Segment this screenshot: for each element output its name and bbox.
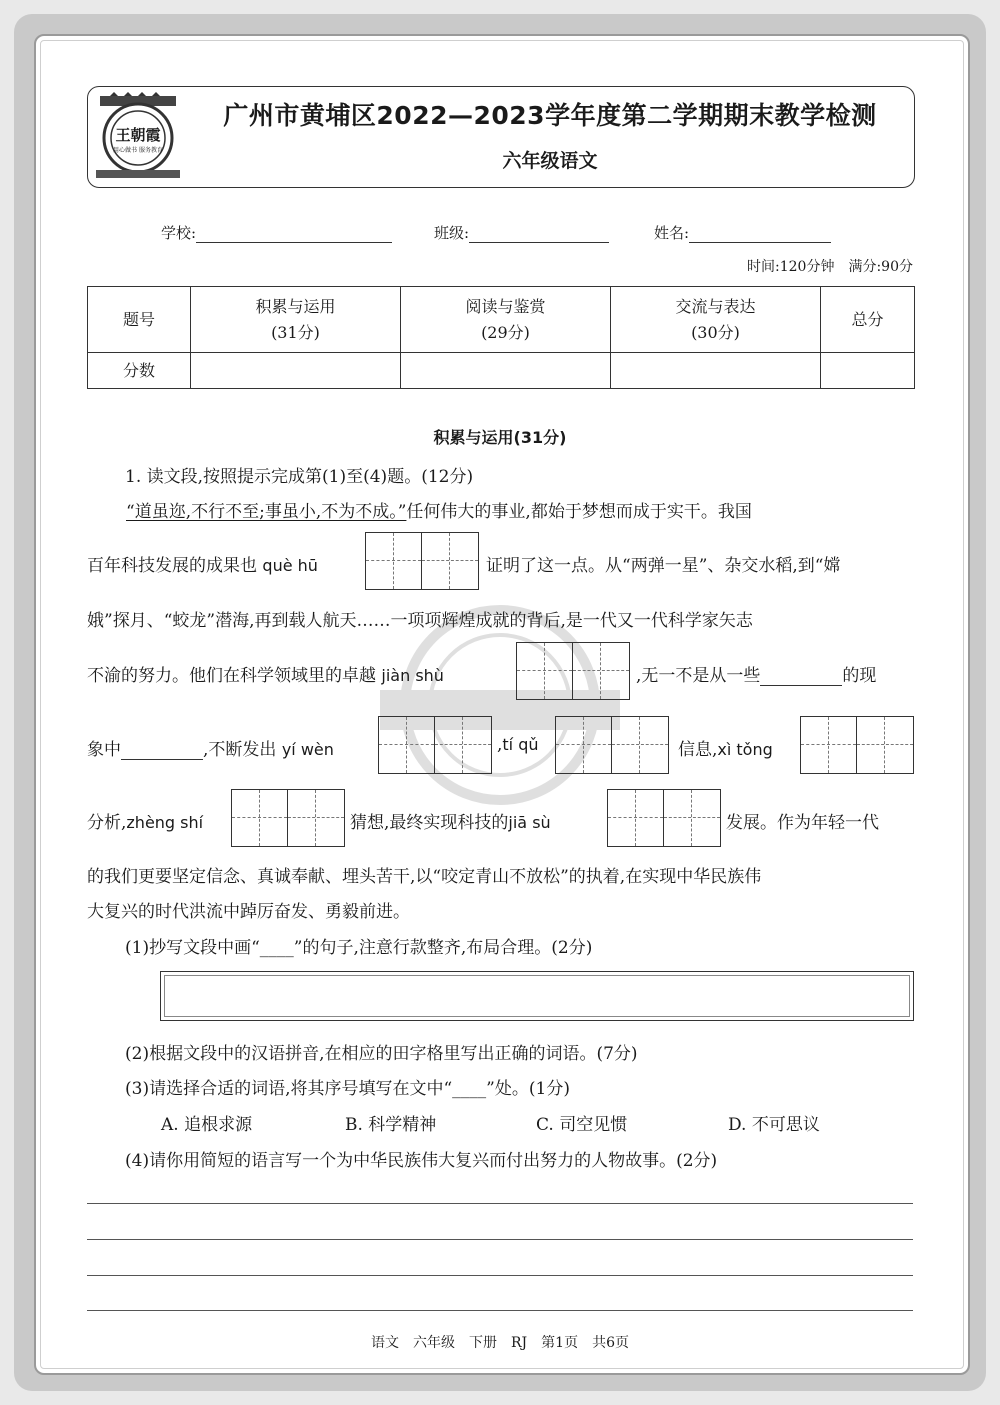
- passage-text: 百年科技发展的成果也: [87, 556, 257, 576]
- passage-line-4b: [636, 661, 876, 686]
- tianzi-grid-xitong[interactable]: [800, 716, 914, 774]
- passage-line-3: 娥”探月、“蛟龙”潜海,再到载人航天……一项项辉煌成就的背后,是一代又一代科学家矢志: [87, 611, 753, 631]
- score-cell[interactable]: [191, 353, 401, 389]
- page-footer: 语文 六年级 下册 RJ 第1页 共6页: [371, 1335, 629, 1351]
- passage-text: 的现: [842, 666, 877, 686]
- pinyin-prompt: què hū: [262, 556, 318, 575]
- passage-line-6c: 发展。作为年轻一代: [726, 813, 879, 833]
- score-cell[interactable]: [821, 353, 915, 389]
- underlined-quote: “道虽迩,不行不至;事虽小,不为不成。”: [126, 502, 407, 522]
- sub-question-3: (3)请选择合适的词语,将其序号填写在文中“____”处。(1分): [125, 1079, 570, 1099]
- passage-line-5a: [87, 735, 334, 760]
- page-title: 广州市黄埔区2022—2023学年度第二学期期末教学检测: [223, 101, 877, 130]
- passage-text: 不渝的努力。他们在科学领域里的卓越: [87, 666, 376, 686]
- tianzi-cell[interactable]: [422, 533, 478, 589]
- pinyin-prompt: jiā sù: [508, 813, 551, 832]
- tianzi-grid-yiwen[interactable]: [378, 716, 492, 774]
- passage-text: ,无一不是从一些: [636, 666, 761, 686]
- tianzi-cell[interactable]: [232, 790, 288, 846]
- passage-text: ,: [497, 735, 503, 755]
- tianzi-grid-tiqu[interactable]: [555, 716, 669, 774]
- passage-text: 任何伟大的事业,都始于梦想而成于实干。我国: [406, 502, 752, 522]
- blank-fill-1[interactable]: [760, 667, 842, 686]
- passage-line-8: 大复兴的时代洪流中踔厉奋发、勇毅前进。: [87, 902, 410, 922]
- time-info: 时间:120分钟 满分:90分: [747, 259, 913, 275]
- passage-text: ,不断发出: [203, 740, 277, 760]
- section-name: 阅读与鉴赏: [465, 296, 546, 316]
- passage-line-4a: [87, 661, 444, 686]
- passage-text: 信息,: [678, 740, 718, 760]
- pinyin-prompt: jiàn shù: [381, 666, 444, 685]
- passage-line-6a: [87, 808, 203, 833]
- row-label-score: 分数: [88, 353, 191, 389]
- answer-line[interactable]: [87, 1203, 913, 1204]
- passage-line-1: [126, 497, 752, 522]
- tianzi-cell[interactable]: [573, 643, 629, 699]
- pinyin-prompt: xì tǒng: [717, 740, 773, 759]
- passage-line-5c: [497, 735, 539, 755]
- answer-line[interactable]: [87, 1310, 913, 1311]
- section-title: 积累与运用(31分): [433, 428, 567, 447]
- section-header-1: [191, 287, 401, 353]
- sub-question-4: (4)请你用简短的语言写一个为中华民族伟大复兴而付出努力的人物故事。(2分): [125, 1151, 718, 1171]
- name-line[interactable]: [689, 242, 831, 243]
- passage-line-2b: 证明了这一点。从“两弹一星”、杂交水稻,到“嫦: [486, 556, 841, 576]
- page-subtitle: 六年级语文: [502, 150, 598, 172]
- section-name: 交流与表达: [675, 296, 756, 316]
- pinyin-prompt: yí wèn: [281, 740, 334, 759]
- tianzi-cell[interactable]: [288, 790, 344, 846]
- option-c[interactable]: C. 司空见惯: [536, 1115, 628, 1135]
- tianzi-cell[interactable]: [556, 717, 612, 773]
- score-cell[interactable]: [611, 353, 821, 389]
- score-cell[interactable]: [401, 353, 611, 389]
- pinyin-prompt: tí qǔ: [502, 735, 539, 754]
- page-border: [14, 14, 986, 1391]
- section-header-2: [401, 287, 611, 353]
- total-header: 总分: [821, 287, 915, 353]
- class-line[interactable]: [469, 242, 609, 243]
- tianzi-cell[interactable]: [612, 717, 668, 773]
- section-points: (31分): [271, 322, 320, 342]
- passage-line-5d: [678, 735, 773, 760]
- section-header-3: [611, 287, 821, 353]
- passage-line-2a: [87, 551, 318, 576]
- class-field[interactable]: [434, 222, 609, 243]
- name-field[interactable]: [654, 222, 831, 243]
- school-line[interactable]: [196, 242, 392, 243]
- tianzi-grid-zhengshi[interactable]: [231, 789, 345, 847]
- name-label: 姓名:: [654, 224, 690, 242]
- option-d[interactable]: D. 不可思议: [728, 1115, 820, 1135]
- pinyin-prompt: zhèng shí: [126, 813, 204, 832]
- tianzi-cell[interactable]: [517, 643, 573, 699]
- tianzi-cell[interactable]: [664, 790, 720, 846]
- school-field[interactable]: [161, 222, 392, 243]
- logo-text: 王朝霞: [115, 126, 161, 144]
- passage-line-7: 的我们更要坚定信念、真诚奉献、埋头苦干,以“咬定青山不放松”的执着,在实现中华民族伟: [87, 867, 762, 887]
- tianzi-cell[interactable]: [435, 717, 491, 773]
- passage-text: 象中: [87, 740, 121, 760]
- section-name: 积累与运用: [255, 296, 336, 316]
- option-a[interactable]: A. 追根求源: [161, 1115, 253, 1135]
- option-b[interactable]: B. 科学精神: [345, 1115, 437, 1135]
- tianzi-grid-quehu[interactable]: [365, 532, 479, 590]
- class-label: 班级:: [434, 224, 470, 242]
- question-1-prompt: 1. 读文段,按照提示完成第(1)至(4)题。(12分): [125, 467, 474, 487]
- tianzi-cell[interactable]: [801, 717, 857, 773]
- score-table: [87, 286, 915, 389]
- sub-question-1: (1)抄写文段中画“____”的句子,注意行款整齐,布局合理。(2分): [125, 938, 593, 958]
- passage-text: 猜想,最终实现科技的: [350, 813, 509, 833]
- copy-writing-box[interactable]: [160, 971, 914, 1021]
- sub-question-2: (2)根据文段中的汉语拼音,在相应的田字格里写出正确的词语。(7分): [125, 1044, 638, 1064]
- tianzi-grid-jiasu[interactable]: [607, 789, 721, 847]
- answer-line[interactable]: [87, 1275, 913, 1276]
- passage-text: 分析,: [87, 813, 127, 833]
- answer-line[interactable]: [87, 1239, 913, 1240]
- logo-slogan: 用心做书 服务教育: [113, 147, 163, 154]
- row-label-number: 题号: [88, 287, 191, 353]
- school-label: 学校:: [161, 224, 197, 242]
- blank-fill-2[interactable]: [121, 741, 203, 760]
- section-points: (30分): [691, 322, 740, 342]
- section-points: (29分): [481, 322, 530, 342]
- tianzi-cell[interactable]: [857, 717, 913, 773]
- tianzi-cell[interactable]: [379, 717, 435, 773]
- passage-line-6b: [350, 808, 551, 833]
- tianzi-cell[interactable]: [608, 790, 664, 846]
- tianzi-cell[interactable]: [366, 533, 422, 589]
- tianzi-grid-jianshu[interactable]: [516, 642, 630, 700]
